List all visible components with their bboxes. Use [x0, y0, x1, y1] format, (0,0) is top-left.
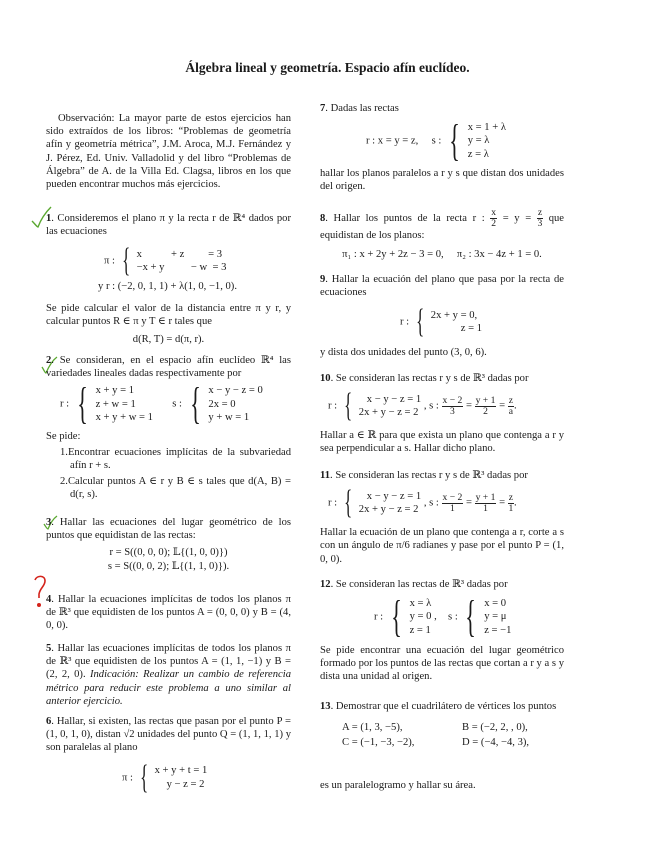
- equation: z = −1: [484, 624, 512, 636]
- fraction-numerator: x: [491, 207, 497, 218]
- exercise-text: . Hallar las ecuaciones del lugar geométrico de los puntos que equidistan de las rectas:: [46, 517, 291, 542]
- system-label: π :: [104, 255, 115, 267]
- exercise-number: 2: [46, 355, 52, 366]
- equation: z = 1: [409, 624, 431, 636]
- system-label: r :: [400, 316, 410, 328]
- exercise-text: . Hallar los puntos de la recta r :: [325, 212, 485, 224]
- exercise-text: Se pide calcular el valor de la distancia entre π y r, y calcular puntos R ∈ π y T ∈ r tales que: [46, 302, 291, 327]
- equation: 2x + y = 0,: [430, 310, 478, 322]
- exercise-number: 1: [46, 213, 52, 224]
- system-label: , s :: [423, 497, 439, 509]
- exercise-number: 4: [46, 594, 52, 605]
- exercise-text: que equidistan de los planos:: [320, 212, 564, 241]
- list-item: 2.Calcular puntos A ∈ r y B ∈ s tales que d(A, B) = d(r, s).: [60, 475, 291, 500]
- system-label: r :: [328, 497, 338, 509]
- exercise-text: . Hallar, si existen, las rectas que pasan por el punto P = (1, 0, 1, 0), distan √2 unidades del punto Q = (1, 1, 1, 1) y son paralelas al plano: [46, 716, 291, 754]
- exercise-7: 7. Dadas las rectas r : x = y = z, s : { x = 1 + λ y = λ z = λ hallar los planos paralelos a r y s que distan dos unidades del origen.: [320, 103, 564, 193]
- exercise-text: Hallar la ecuación de un plano que contenga a r, corte a s con un ángulo de π/6 radianes y pase por el punto P = (1, 0, 0).: [320, 527, 564, 565]
- fraction-numerator: x − 2: [442, 491, 463, 503]
- exercise-text: Se pide:: [46, 431, 81, 443]
- fraction-denominator: 1: [508, 502, 514, 514]
- fraction-numerator: x − 2: [442, 394, 463, 406]
- fraction-denominator: 2: [483, 405, 488, 417]
- fraction-denominator: 2: [491, 218, 497, 229]
- fraction-numerator: z: [537, 207, 543, 218]
- exercise-text: Hallar a ∈ ℝ para que exista un plano que contenga a r y sea perpendicular a s. Hallar dicho plano.: [320, 430, 564, 455]
- equation: z = 1: [460, 323, 483, 335]
- exercise-number: 10: [320, 373, 331, 384]
- exercise-6: 6. Hallar, si existen, las rectas que pasan por el punto P = (1, 0, 1, 0), distan √2 unidades del punto Q = (1, 1, 1, 1) y son paralelas al plano π : { x + y + t = 1 y − z = 2: [46, 716, 291, 796]
- equation: x = λ: [409, 598, 432, 610]
- equation: 2x = 0: [208, 398, 236, 410]
- equation: y + w = 1: [208, 411, 250, 423]
- exercise-text: es un paralelogramo y hallar su área.: [320, 780, 476, 792]
- fraction-denominator: 3: [537, 218, 543, 229]
- exercise-text: . Se consideran las rectas r y s de ℝ³ dadas por: [330, 373, 529, 384]
- system-label: , s :: [423, 400, 439, 412]
- equation: −x + y − w = 3: [136, 262, 227, 274]
- exercise-3: [46, 516, 291, 573]
- exercise-8: [320, 208, 564, 261]
- system-label: r :: [374, 611, 384, 623]
- vertex-d: D = (−4, −4, 3),: [462, 737, 530, 749]
- equation: y − z = 2: [166, 778, 205, 790]
- exercise-number: 8: [320, 212, 326, 224]
- system-label: π :: [122, 772, 133, 784]
- equation: 2x + y − z = 2: [358, 504, 419, 516]
- exercise-text: . Se consideran las rectas de ℝ³ dadas por: [330, 579, 508, 590]
- exercise-text: . Se consideran las rectas r y s de ℝ³ dadas por: [330, 470, 528, 481]
- exercise-9: 9. Hallar la ecuación del plano que pasa por la recta de ecuaciones r : { 2x + y = 0, z = 1 y dista dos unidades del punto (3, 0, 6).: [320, 274, 564, 359]
- equation: y = 0 ,: [409, 611, 437, 623]
- fraction-denominator: 1: [450, 502, 455, 514]
- exercise-text: . Hallar la ecuaciones implícitas de todos los planos π de ℝ³ que equidisten de los puntos A = (0, 0, 0) y B = (4, 0, 0).: [46, 594, 291, 632]
- equation: x − y − z = 0: [208, 385, 263, 397]
- exercise-4: [46, 593, 291, 633]
- fraction-numerator: y + 1: [475, 491, 496, 503]
- fraction-numerator: z: [508, 491, 513, 503]
- vertex-c: C = (−1, −3, −2),: [342, 737, 415, 749]
- equation: x = 0: [484, 598, 507, 610]
- exercise-number: 5: [46, 643, 52, 654]
- exercise-11: 11. Se consideran las rectas r y s de ℝ³ dadas por r : { x − y − z = 1 2x + y − z = 2 , s : $\frac{x - 2}{1}$ = $\frac{y + 1}{1}$ = $\frac{z}{1}$ . Hallar la ecuación de un plano que contenga a r, corte a s con un ángulo de π/6 radianes y pase por el punto P = (1, 0, 0).: [320, 470, 564, 565]
- exercise-text: . Hallar la ecuación del plano que pasa por la recta de ecuaciones: [320, 274, 564, 299]
- fraction-numerator: y + 1: [475, 394, 496, 406]
- exercise-12: 12. Se consideran las rectas de ℝ³ dadas por r : { x = λ y = 0 , z = 1 s : { x = 0 y = μ z = −1 Se pide encontrar una ecuación del lugar geométrico formado por los puntos de las rectas que cortan a r y a s y dista una unidad al origen.: [320, 579, 564, 683]
- fraction-denominator: a: [508, 405, 513, 417]
- equation: x − y − z = 1: [366, 394, 422, 405]
- equation: x − y − z = 1: [366, 491, 422, 502]
- system-label: s :: [431, 135, 442, 147]
- exercise-text: Se pide encontrar una ecuación del lugar geométrico formado por los puntos de las rectas que cortan a r y a s y dista una unidad al origen.: [320, 644, 564, 683]
- exercise-number: 9: [320, 274, 326, 285]
- equation: d(R, T) = d(π, r).: [132, 334, 205, 346]
- exercise-text: y dista dos unidades del punto (3, 0, 6).: [320, 347, 487, 359]
- system-label: s :: [172, 398, 182, 410]
- exercise-text: . Hallar las ecuaciones implícitas de todos los planos π de ℝ³ que equidisten de los puntos A = (1, 1, −1) y B = (2, 2, 0).: [46, 643, 291, 681]
- equation: x + y + t = 1: [154, 765, 208, 777]
- equation: 2x + y − z = 2: [358, 407, 419, 419]
- exercise-10: 10. Se consideran las rectas r y s de ℝ³ dadas por r : { x − y − z = 1 2x + y − z = 2 , s : $\frac{x - 2}{3}$ = $\frac{y + 1}{2}$ = $\frac{z}{a}$ . Hallar a ∈ ℝ para que exista un plano que contenga a r y sea perpendicular a s. Hallar dicho plano.: [320, 373, 564, 455]
- exercise-number: 12: [320, 579, 331, 590]
- equation: z + w = 1: [95, 398, 136, 410]
- exercise-text: hallar los planos paralelos a r y s que distan dos unidades del origen.: [320, 167, 564, 193]
- exercise-number: 13: [320, 701, 331, 712]
- equation: s = S((0, 0, 2); 𝕃{(1, 1, 0)}).: [107, 560, 230, 572]
- equation: π₁ : x + 2y + 2z − 3 = 0, π₂ : 3x − 4z + 1 = 0.: [342, 249, 542, 261]
- system-label: r :: [328, 400, 338, 412]
- exercise-13: [320, 700, 564, 792]
- exercise-number: 11: [320, 470, 331, 481]
- equation: r : x = y = z,: [366, 135, 419, 147]
- equation: r = S((0, 0, 0); 𝕃{(1, 0, 0)}): [109, 547, 228, 559]
- vertex-a: A = (1, 3, −5),: [342, 722, 403, 734]
- exercise-1: 1. Consideremos el plano π y la recta r de ℝ⁴ dados por las ecuaciones π : { x + z = 3 −x + y − w = 3 y r : (−2, 0, 1, 1) + λ(1, 0, −1, 0). Se pide calcular el valor de la distancia entre π y r, y calcular puntos R ∈ π y T ∈ r tales que d(R, T) = d(π, r).: [46, 213, 291, 346]
- equation: y = λ: [467, 135, 490, 147]
- equation: y r : (−2, 0, 1, 1) + λ(1, 0, −1, 0).: [98, 281, 237, 293]
- page-title: Álgebra lineal y geometría. Espacio afín euclídeo.: [185, 60, 470, 75]
- exercise-text: = y =: [502, 212, 532, 224]
- exercise-2: 2. Se consideran, en el espacio afín euclídeo ℝ⁴ las variedades lineales dadas respectivamente por r : { x + y = 1 z + w = 1 x + y + w = 1 s : { x − y − z = 0 2x = 0 y + w = 1 Se pide: 1.Encontrar ecuaciones implícitas de la subvariedad afín r + s. 2.Calcular puntos A ∈ r y B ∈ s tales que d(A, B) = d(r, s).: [46, 355, 291, 500]
- exercise-number: 6: [46, 716, 52, 727]
- equation: x + y + w = 1: [95, 411, 153, 423]
- exercise-number: 7: [320, 103, 326, 114]
- exercise-text: . Consideremos el plano π y la recta r de ℝ⁴ dados por las ecuaciones: [46, 213, 291, 238]
- observation-paragraph: Observación: La mayor parte de estos ejercicios han sido extraídos de los libros: “Problemas de geometría afín y geometría métrica”, J.M. Aroca, M.J. Fernández y J. Pérez, Ed. Univ. Valladolid y del libro “Problemas de Álgebra” de A. de la Villa Ed. Clagsa, libros en los que pueden encontrar muchos más ejercicios.: [46, 113, 291, 191]
- equation: x = 1 + λ: [467, 122, 507, 134]
- equation: x + y = 1: [95, 385, 134, 397]
- fraction-numerator: z: [508, 394, 513, 406]
- exercise-number: 3: [46, 517, 52, 528]
- fraction-denominator: 1: [483, 502, 488, 514]
- list-item: 1.Encontrar ecuaciones implícitas de la subvariedad afín r + s.: [60, 447, 291, 472]
- system-label: s :: [448, 611, 458, 623]
- exercise-5: [46, 642, 291, 708]
- equation: x + z = 3: [136, 249, 223, 261]
- equation: y = μ: [484, 611, 507, 623]
- exercise-text: . Se consideran, en el espacio afín euclídeo ℝ⁴ las variedades lineales dadas respectivamente por: [46, 355, 291, 380]
- fraction-denominator: 3: [450, 405, 455, 417]
- exercise-text: . Demostrar que el cuadrilátero de vértices los puntos: [330, 701, 557, 712]
- exercise-hint: Indicación: Realizar un cambio de referencia métrico para reducir este problema a uno similar al anterior ejercicio.: [46, 669, 291, 707]
- equation: z = λ: [467, 148, 489, 160]
- system-label: r :: [60, 398, 70, 410]
- vertex-b: B = (−2, 2, , 0),: [462, 722, 528, 734]
- exercise-text: . Dadas las rectas: [325, 103, 399, 114]
